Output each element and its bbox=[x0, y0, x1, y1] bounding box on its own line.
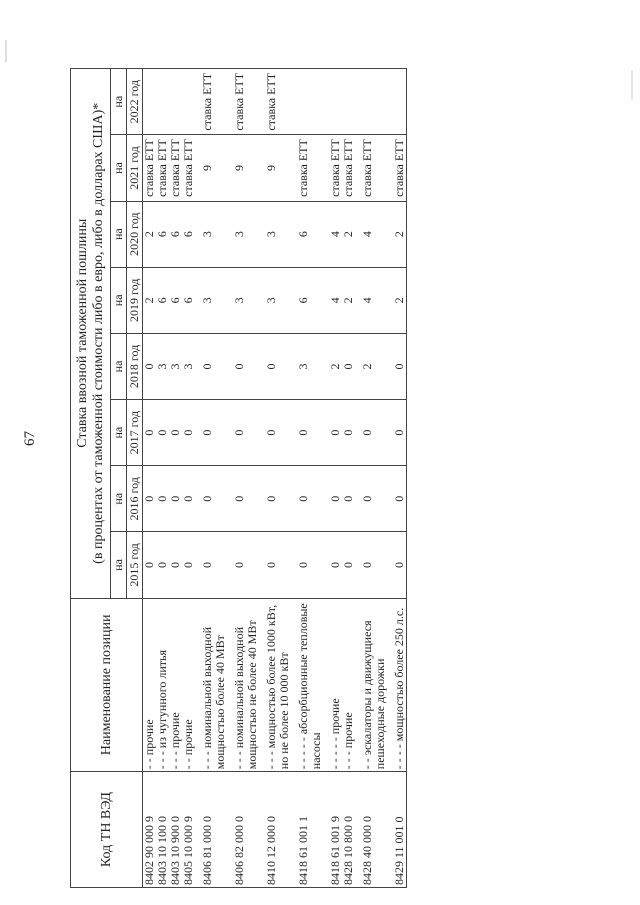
rate-cell: 0 bbox=[329, 400, 342, 466]
rate-cell: 0 bbox=[233, 466, 259, 532]
rate-cell: 0 bbox=[143, 333, 157, 399]
rate-cell: 2 bbox=[143, 267, 157, 333]
rate-cell: ставка ЕТТ bbox=[361, 135, 387, 201]
rate-cell: ставка ЕТТ bbox=[156, 135, 169, 201]
rate-cell: 0 bbox=[169, 532, 182, 598]
header-year: 2015 год bbox=[127, 532, 143, 598]
rate-cell: 0 bbox=[156, 400, 169, 466]
header-year: 2017 год bbox=[127, 400, 143, 466]
rate-cell: 0 bbox=[169, 400, 182, 466]
rate-cell: 6 bbox=[156, 267, 169, 333]
header-rate bbox=[71, 69, 111, 599]
code-cell: 8428 10 800 0 bbox=[342, 772, 355, 888]
rate-cell: 0 bbox=[143, 532, 157, 598]
rate-cell bbox=[361, 69, 387, 135]
rate-cell: 0 bbox=[182, 532, 195, 598]
name-cell: - - - - - абсорбционные тепловые насосы bbox=[297, 598, 323, 772]
header-year-prefix: на bbox=[111, 201, 127, 267]
rate-cell: 4 bbox=[361, 201, 387, 267]
rate-cell: ставка ЕТТ bbox=[265, 69, 291, 135]
rate-cell: 0 bbox=[265, 400, 291, 466]
code-cell: 8418 61 001 9 bbox=[329, 772, 342, 888]
rate-cell: 3 bbox=[201, 201, 227, 267]
rate-cell: 0 bbox=[233, 532, 259, 598]
rate-cell: 0 bbox=[201, 400, 227, 466]
rate-cell: 0 bbox=[297, 466, 323, 532]
rate-cell bbox=[182, 69, 195, 135]
rate-cell: 6 bbox=[156, 201, 169, 267]
rate-cell: 3 bbox=[265, 267, 291, 333]
rate-cell: ставка ЕТТ bbox=[233, 69, 259, 135]
header-name: Наименование позиции bbox=[71, 598, 143, 772]
rate-cell: 0 bbox=[342, 400, 355, 466]
name-cell: - - - - - прочие bbox=[329, 598, 342, 772]
code-cell: 8406 81 000 0 bbox=[201, 772, 227, 888]
rate-cell: 0 bbox=[143, 466, 157, 532]
rate-cell: 2 bbox=[393, 201, 407, 267]
table-row bbox=[182, 69, 195, 888]
table-row bbox=[233, 69, 259, 888]
rate-cell: 0 bbox=[143, 400, 157, 466]
code-cell: 8402 90 000 9 bbox=[143, 772, 157, 888]
name-cell: - - - номинальной выходной мощностью более 40 МВт bbox=[201, 598, 227, 772]
rate-cell: 3 bbox=[182, 333, 195, 399]
code-cell: 8403 10 900 0 bbox=[169, 772, 182, 888]
rate-cell: 0 bbox=[342, 532, 355, 598]
rate-cell: 6 bbox=[169, 267, 182, 333]
rate-cell: 0 bbox=[393, 466, 407, 532]
name-cell: - - - из чугунного литья bbox=[156, 598, 169, 772]
rate-cell: 9 bbox=[265, 135, 291, 201]
header-year: 2021 год bbox=[127, 135, 143, 201]
header-year-prefix: на bbox=[111, 400, 127, 466]
rate-cell: 6 bbox=[297, 201, 323, 267]
table-row bbox=[361, 69, 387, 888]
rate-cell: 0 bbox=[361, 400, 387, 466]
rate-cell: 0 bbox=[361, 532, 387, 598]
rate-cell: 0 bbox=[265, 532, 291, 598]
rate-cell: 0 bbox=[182, 466, 195, 532]
rate-cell: 0 bbox=[393, 333, 407, 399]
rate-cell: 0 bbox=[329, 466, 342, 532]
rate-cell: 3 bbox=[169, 333, 182, 399]
rate-cell: 0 bbox=[201, 333, 227, 399]
code-cell: 8410 12 000 0 bbox=[265, 772, 291, 888]
rate-cell: 6 bbox=[182, 267, 195, 333]
rate-cell: 0 bbox=[265, 466, 291, 532]
rate-cell: 0 bbox=[233, 333, 259, 399]
rate-cell: 6 bbox=[182, 201, 195, 267]
name-cell: - - - номинальной выходной мощностью не более 40 МВт bbox=[233, 598, 259, 772]
header-year: 2018 год bbox=[127, 333, 143, 399]
code-cell: 8403 10 100 0 bbox=[156, 772, 169, 888]
rate-cell bbox=[143, 69, 157, 135]
table-row bbox=[201, 69, 227, 888]
rate-cell: 2 bbox=[393, 267, 407, 333]
name-cell: - - прочие bbox=[182, 598, 195, 772]
rate-cell: 2 bbox=[329, 333, 342, 399]
header-year: 2019 год bbox=[127, 267, 143, 333]
rate-cell: 4 bbox=[329, 267, 342, 333]
rate-cell bbox=[393, 69, 407, 135]
rate-cell: ставка ЕТТ bbox=[342, 135, 355, 201]
rate-cell: 0 bbox=[297, 532, 323, 598]
tariff-table bbox=[70, 68, 407, 888]
page-number: 67 bbox=[22, 431, 38, 446]
rate-cell: 3 bbox=[233, 201, 259, 267]
header-rate-subtitle: (в процентах от таможенной стоимости либо в евро, либо в долларах США)* bbox=[90, 102, 106, 564]
rate-cell: 4 bbox=[329, 201, 342, 267]
name-cell: - - эскалаторы и движущиеся пешеходные дорожки bbox=[361, 598, 387, 772]
name-cell: - - - мощностью более 1000 кВт, но не более 10 000 кВт bbox=[265, 598, 291, 772]
name-cell: - - - прочие bbox=[169, 598, 182, 772]
rotated-table-container bbox=[70, 58, 570, 888]
rate-cell: 0 bbox=[156, 466, 169, 532]
rate-cell: 0 bbox=[169, 466, 182, 532]
rate-cell: 0 bbox=[265, 333, 291, 399]
header-year-prefix: на bbox=[111, 135, 127, 201]
code-cell: 8429 11 001 0 bbox=[393, 772, 407, 888]
rate-cell: 3 bbox=[297, 333, 323, 399]
table-body bbox=[143, 69, 407, 888]
rate-cell: 2 bbox=[342, 201, 355, 267]
rate-cell: ставка ЕТТ bbox=[201, 69, 227, 135]
header-year-prefix: на bbox=[111, 333, 127, 399]
table-row bbox=[143, 69, 157, 888]
rate-cell: 2 bbox=[361, 333, 387, 399]
code-cell: 8405 10 000 9 bbox=[182, 772, 195, 888]
code-cell: 8428 40 000 0 bbox=[361, 772, 387, 888]
rate-cell: 2 bbox=[143, 201, 157, 267]
header-year: 2022 год bbox=[127, 69, 143, 135]
rate-cell: 6 bbox=[297, 267, 323, 333]
rate-cell: 0 bbox=[342, 466, 355, 532]
rate-cell: 0 bbox=[182, 400, 195, 466]
rate-cell: 0 bbox=[393, 532, 407, 598]
rate-cell: 6 bbox=[169, 201, 182, 267]
header-code: Код ТН ВЭД bbox=[71, 772, 143, 888]
rate-cell bbox=[342, 69, 355, 135]
rate-cell bbox=[297, 69, 323, 135]
rate-cell: 0 bbox=[393, 400, 407, 466]
header-year: 2016 год bbox=[127, 466, 143, 532]
rate-cell: ставка ЕТТ bbox=[182, 135, 195, 201]
rate-cell: 0 bbox=[361, 466, 387, 532]
rate-cell: 0 bbox=[329, 532, 342, 598]
rate-cell: 0 bbox=[201, 532, 227, 598]
rate-cell: ставка ЕТТ bbox=[393, 135, 407, 201]
rate-cell: ставка ЕТТ bbox=[169, 135, 182, 201]
header-year-prefix: на bbox=[111, 532, 127, 598]
rate-cell: 3 bbox=[201, 267, 227, 333]
rate-cell: 2 bbox=[342, 267, 355, 333]
header-year-prefix: на bbox=[111, 466, 127, 532]
table-row bbox=[265, 69, 291, 888]
rate-cell: 4 bbox=[361, 267, 387, 333]
table-row bbox=[393, 69, 407, 888]
header-year: 2020 год bbox=[127, 201, 143, 267]
rate-cell bbox=[169, 69, 182, 135]
rate-cell: 0 bbox=[156, 532, 169, 598]
rate-cell: 3 bbox=[265, 201, 291, 267]
rate-cell: 0 bbox=[201, 466, 227, 532]
header-year-prefix: на bbox=[111, 267, 127, 333]
code-cell: 8418 61 001 1 bbox=[297, 772, 323, 888]
rate-cell bbox=[329, 69, 342, 135]
rate-cell bbox=[156, 69, 169, 135]
header-year-prefix: на bbox=[111, 69, 127, 135]
rate-cell: 0 bbox=[297, 400, 323, 466]
table-row bbox=[297, 69, 323, 888]
name-cell: - - - - мощностью более 250 л.с. bbox=[393, 598, 407, 772]
rate-cell: 9 bbox=[233, 135, 259, 201]
rate-cell: 0 bbox=[233, 400, 259, 466]
rate-cell: 9 bbox=[201, 135, 227, 201]
rate-cell: ставка ЕТТ bbox=[329, 135, 342, 201]
rate-cell: 3 bbox=[156, 333, 169, 399]
name-cell: - - - прочие bbox=[342, 598, 355, 772]
table-row bbox=[342, 69, 355, 888]
rate-cell: ставка ЕТТ bbox=[297, 135, 323, 201]
name-cell: - - прочие bbox=[143, 598, 157, 772]
rate-cell: 0 bbox=[342, 333, 355, 399]
code-cell: 8406 82 000 0 bbox=[233, 772, 259, 888]
header-rate-title: Ставка ввозной таможенной пошлины bbox=[74, 218, 90, 448]
rate-cell: ставка ЕТТ bbox=[143, 135, 157, 201]
rate-cell: 3 bbox=[233, 267, 259, 333]
